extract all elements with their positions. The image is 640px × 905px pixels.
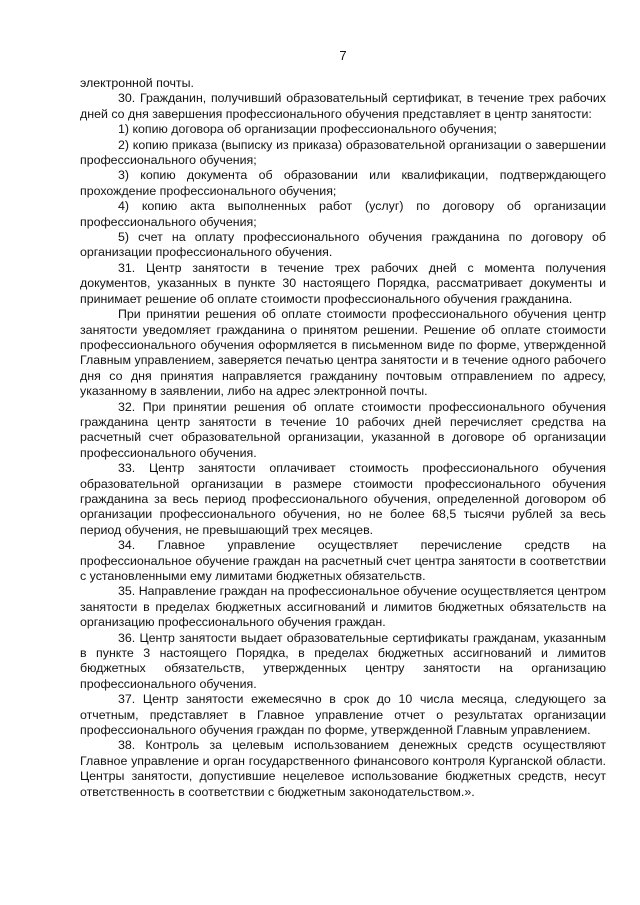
list-item-5: 5) счет на оплату профессионального обучения гражданина по договору об организации профессионального обучения.	[80, 230, 606, 260]
paragraph-36: 36. Центр занятости выдает образовательные сертификаты гражданам, указанным в пункте 3 настоящего Порядка, в пределах бюджетных ассигнований и лимитов бюджетных обязательств, утвержденных центру занятости на организацию профессионального обучения.	[80, 630, 606, 691]
paragraph-33: 33. Центр занятости оплачивает стоимость профессионального обучения образовательной организации в размере стоимости профессионального обучения гражданина за весь период профессионального обучения, определенной договором об организации профессионального обучения, но не более 68,5 тысячи рублей за весь период обучения, не превышающий трех месяцев.	[80, 461, 606, 537]
list-item-2: 2) копию приказа (выписку из приказа) образовательной организации о завершении профессионального обучения;	[80, 137, 606, 168]
paragraph-30: 30. Гражданин, получивший образовательный сертификат, в течение трех рабочих дней со дня завершения профессионального обучения представляет в центр занятости:	[80, 91, 606, 121]
page-number: 7	[339, 48, 347, 63]
list-item-4: 4) копию акта выполненных работ (услуг) по договору об организации профессионального обучения;	[80, 199, 606, 229]
paragraph-38: 38. Контроль за целевым использованием денежных средств осуществляют Главное управление и орган государственного финансового контроля Курганской области. Центры занятости, допустившие нецелевое использование бюджетных средств, несут ответственность в соответствии с бюджетным законодательством.».	[80, 738, 606, 799]
document-body	[80, 76, 606, 800]
paragraph-34: 34. Главное управление осуществляет перечисление средств на профессиональное обучение граждан на расчетный счет центра занятости в соответствии с установленными ему лимитами бюджетных обязательств.	[80, 538, 606, 583]
paragraph-31: 31. Центр занятости в течение трех рабочих дней с момента получения документов, указанных в пункте 30 настоящего Порядка, рассматривает документы и принимает решение об оплате стоимости профессионального обучения гражданина.	[80, 260, 606, 306]
list-item-3: 3) копию документа об образовании или квалификации, подтверждающего прохождение профессионального обучения;	[80, 168, 606, 198]
paragraph: электронной почты.	[80, 76, 194, 90]
paragraph-35: 35. Направление граждан на профессиональное обучение осуществляется центром занятости в пределах бюджетных ассигнований и лимитов бюджетных обязательств на организацию профессионального обучения граждан.	[80, 584, 606, 630]
paragraph-32: 32. При принятии решения об оплате стоимости профессионального обучения гражданина центр занятости в течение 10 рабочих дней перечисляет средства на расчетный счет образовательной организации, указанной в договоре об организации профессионального обучения.	[80, 399, 606, 460]
paragraph-37: 37. Центр занятости ежемесячно в срок до 10 числа месяца, следующего за отчетным, представляет в Главное управление отчет о результатах организации профессионального обучения граждан по форме, утвержденной Главным управлением.	[80, 692, 606, 738]
paragraph-31-decision: При принятии решения об оплате стоимости профессионального обучения центр занятости уведомляет гражданина о принятом решении. Решение об оплате стоимости профессионального обучения оформляется в письменном виде по форме, утвержденной Главным управлением, заверяется печатью центра занятости и в течение одного рабочего дня со дня принятия направляется гражданину почтовым отправлением по адресу, указанному в заявлении, либо на адрес электронной почты.	[80, 307, 606, 399]
list-item-1: 1) копию договора об организации профессионального обучения;	[118, 122, 497, 137]
